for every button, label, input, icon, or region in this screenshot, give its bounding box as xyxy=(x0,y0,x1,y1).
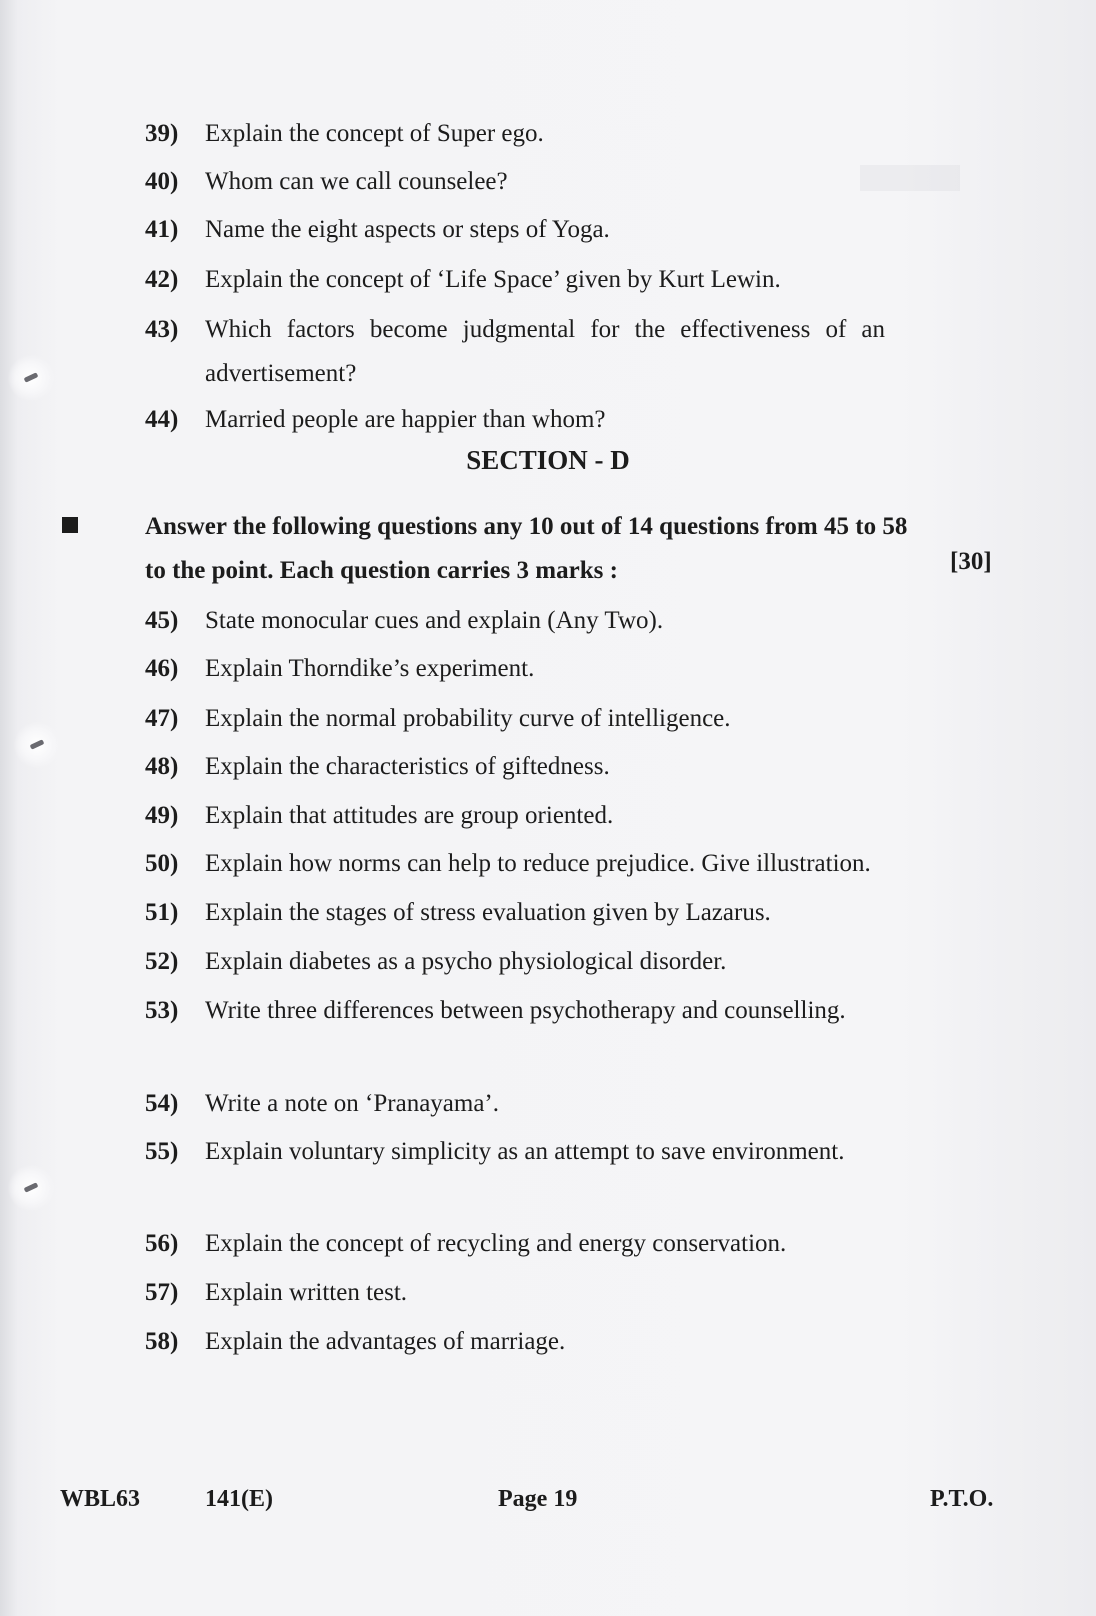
footer-page-number: Page 19 xyxy=(498,1486,578,1512)
question-item xyxy=(145,258,885,302)
question-item xyxy=(145,398,885,442)
question-number: 43) xyxy=(145,316,179,343)
question-number: 45) xyxy=(145,607,179,634)
binding-hole-top xyxy=(8,355,54,401)
question-number: 56) xyxy=(145,1230,179,1257)
question-text: Explain that attitudes are group oriented. xyxy=(205,802,614,829)
question-number: 50) xyxy=(145,850,179,877)
question-item xyxy=(145,745,885,789)
question-text: Explain the concept of ‘Life Space’ given by Kurt Lewin. xyxy=(205,266,781,293)
footer-paper: 141(E) xyxy=(205,1486,273,1512)
question-number: 55) xyxy=(145,1138,179,1165)
question-item xyxy=(145,1082,885,1126)
section-marks: [30] xyxy=(950,548,992,575)
question-number: 40) xyxy=(145,168,179,195)
question-item xyxy=(145,891,885,935)
question-text: Explain Thorndike’s experiment. xyxy=(205,655,535,682)
question-item xyxy=(145,842,975,886)
question-item xyxy=(145,308,885,396)
question-item xyxy=(145,1320,885,1364)
question-text: Explain the concept of recycling and energy conservation. xyxy=(205,1230,787,1257)
question-number: 48) xyxy=(145,753,179,780)
footer-code: WBL63 xyxy=(60,1486,141,1512)
question-text: Married people are happier than whom? xyxy=(205,406,606,433)
question-text: Which factors become judgmental for the effectiveness of an advertisement? xyxy=(205,316,885,387)
question-text: Explain written test. xyxy=(205,1279,408,1306)
question-item xyxy=(145,940,885,984)
question-text: Explain the concept of Super ego. xyxy=(205,120,544,147)
question-text: Explain diabetes as a psycho physiological disorder. xyxy=(205,948,727,975)
question-text: Name the eight aspects or steps of Yoga. xyxy=(205,216,610,243)
footer-pto: P.T.O. xyxy=(930,1486,994,1512)
question-item xyxy=(145,599,885,643)
question-number: 57) xyxy=(145,1279,179,1306)
question-text: State monocular cues and explain (Any Two). xyxy=(205,607,664,634)
question-number: 53) xyxy=(145,997,179,1024)
question-text: Write three differences between psychotherapy and counselling. xyxy=(205,997,846,1024)
question-item xyxy=(145,160,885,204)
question-item xyxy=(145,794,885,838)
question-text: Write a note on ‘Pranayama’. xyxy=(205,1090,500,1117)
question-item xyxy=(145,989,885,1033)
question-number: 51) xyxy=(145,899,179,926)
question-number: 44) xyxy=(145,406,179,433)
question-number: 39) xyxy=(145,120,179,147)
question-item xyxy=(145,647,885,691)
section-title: SECTION - D xyxy=(466,445,630,475)
question-text: Explain the normal probability curve of intelligence. xyxy=(205,705,731,732)
question-item xyxy=(145,208,885,252)
question-item xyxy=(145,1222,885,1266)
square-bullet-icon xyxy=(62,517,78,533)
question-number: 54) xyxy=(145,1090,179,1117)
question-number: 47) xyxy=(145,705,179,732)
section-instruction: Answer the following questions any 10 out of 14 questions from 45 to 58 to the point. Each question carries 3 marks : xyxy=(145,513,908,584)
question-item xyxy=(145,697,885,741)
binding-hole-middle xyxy=(14,722,60,768)
question-text: Explain the characteristics of giftedness. xyxy=(205,753,610,780)
question-text: Whom can we call counselee? xyxy=(205,168,508,195)
question-number: 49) xyxy=(145,802,179,829)
question-number: 58) xyxy=(145,1328,179,1355)
question-text: Explain voluntary simplicity as an attempt to save environment. xyxy=(205,1138,845,1165)
question-number: 42) xyxy=(145,266,179,293)
binding-hole-bottom xyxy=(8,1165,54,1211)
question-text: Explain the advantages of marriage. xyxy=(205,1328,566,1355)
question-text: Explain how norms can help to reduce prejudice. Give illustration. xyxy=(205,850,871,877)
question-number: 46) xyxy=(145,655,179,682)
question-item xyxy=(145,1271,885,1315)
question-item xyxy=(145,1130,885,1174)
question-number: 41) xyxy=(145,216,179,243)
question-text: Explain the stages of stress evaluation given by Lazarus. xyxy=(205,899,771,926)
question-item xyxy=(145,112,885,156)
question-number: 52) xyxy=(145,948,179,975)
